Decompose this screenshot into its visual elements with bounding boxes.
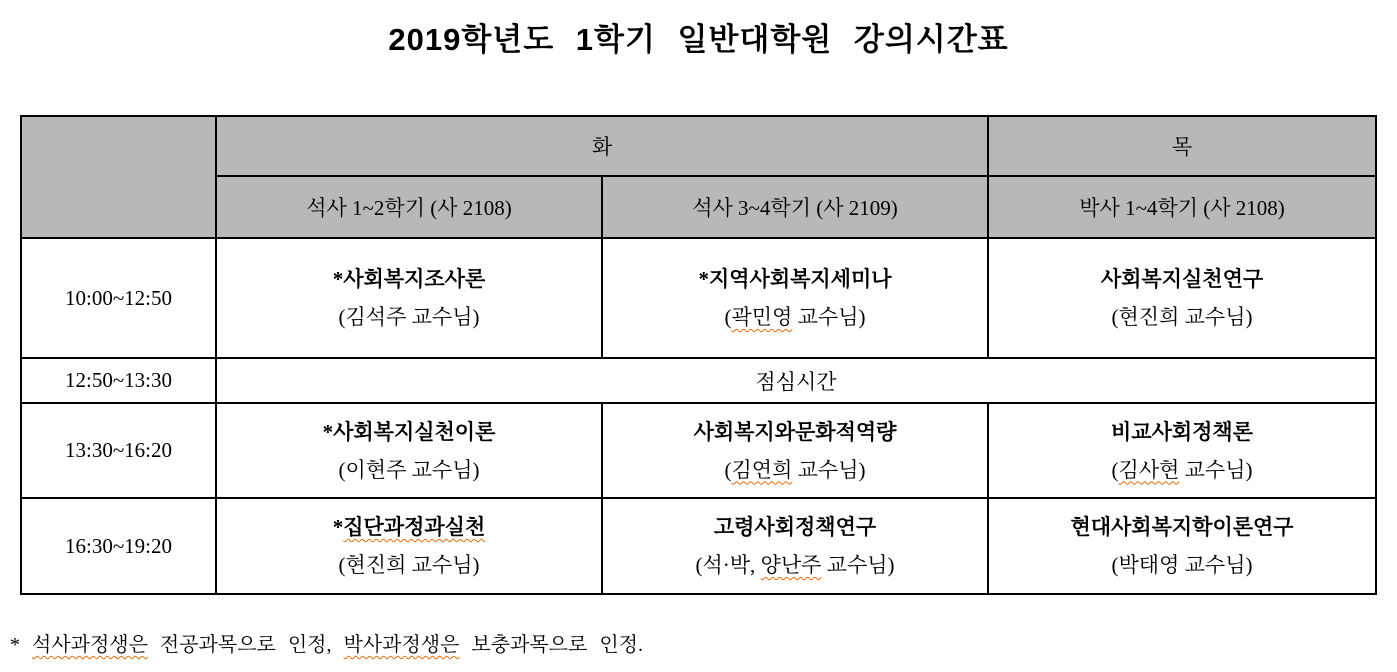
course-cell [216,238,602,358]
timetable-row-morning [21,238,1376,358]
course-name: *집단과정과실천 [332,515,486,539]
spellcheck-underline: 집단과정과실천 [343,515,486,539]
time-cell: 12:50~13:30 [21,358,216,403]
course-cell [216,498,602,594]
professor-name: (현진희 교수님) [338,553,480,577]
course-name: 고령사회정책연구 [713,515,877,539]
day-header-thursday: 목 [988,116,1376,176]
course-name: *사회복지실천이론 [322,419,496,444]
spellcheck-underline: 김연희 [731,457,793,482]
footnote: * 석사과정생은 전공과목으로 인정, 박사과정생은 보충과목으로 인정. [10,634,643,656]
timetable-row-afternoon [21,403,1376,498]
course-cell [988,498,1376,594]
professor-name: (박태영 교수님) [1111,553,1253,577]
timetable-row-evening [21,498,1376,594]
course-name: *지역사회복지세미나 [698,267,892,291]
spellcheck-underline: 김사현 [1118,457,1180,482]
course-name: 비교사회정책론 [1111,419,1254,444]
spellcheck-underline: 양난주 [760,553,822,577]
spellcheck-underline: 곽민영 [731,305,793,329]
course-name: 현대사회복지학이론연구 [1070,515,1294,539]
course-name: *사회복지조사론 [332,267,486,291]
professor-name: (석·박, 양난주 교수님) [695,553,895,577]
group-header-masters-1-2: 석사 1~2학기 (사 2108) [216,176,602,238]
course-cell [988,238,1376,358]
professor-name: (현진희 교수님) [1111,305,1253,329]
time-cell: 13:30~16:20 [21,403,216,498]
group-header-doctoral-1-4: 박사 1~4학기 (사 2108) [988,176,1376,238]
spellcheck-underline: 박사과정생은 [343,634,460,656]
footnote-marker: * [10,634,32,656]
group-header-row [21,176,1376,238]
course-timetable [20,115,1377,595]
professor-name: (김사현 교수님) [1111,457,1253,482]
day-header-row [21,116,1376,176]
time-cell: 10:00~12:50 [21,238,216,358]
course-cell [602,498,988,594]
lunch-row [21,358,1376,403]
course-cell [988,403,1376,498]
course-cell [216,403,602,498]
professor-name: (김연희 교수님) [724,457,866,482]
course-name: 사회복지실천연구 [1100,267,1264,291]
day-header-tuesday: 화 [216,116,988,176]
lunch-cell: 점심시간 [216,358,1376,403]
spellcheck-underline: 석사과정생은 [32,634,148,656]
professor-name: (김석주 교수님) [338,305,480,329]
professor-name: (곽민영 교수님) [724,305,866,329]
course-name: 사회복지와문화적역량 [693,419,897,444]
course-cell [602,238,988,358]
course-cell [602,403,988,498]
group-header-masters-3-4: 석사 3~4학기 (사 2109) [602,176,988,238]
page-title: 2019학년도 1학기 일반대학원 강의시간표 [388,22,1009,57]
corner-cell [21,116,216,238]
time-cell: 16:30~19:20 [21,498,216,594]
professor-name: (이현주 교수님) [338,457,480,482]
